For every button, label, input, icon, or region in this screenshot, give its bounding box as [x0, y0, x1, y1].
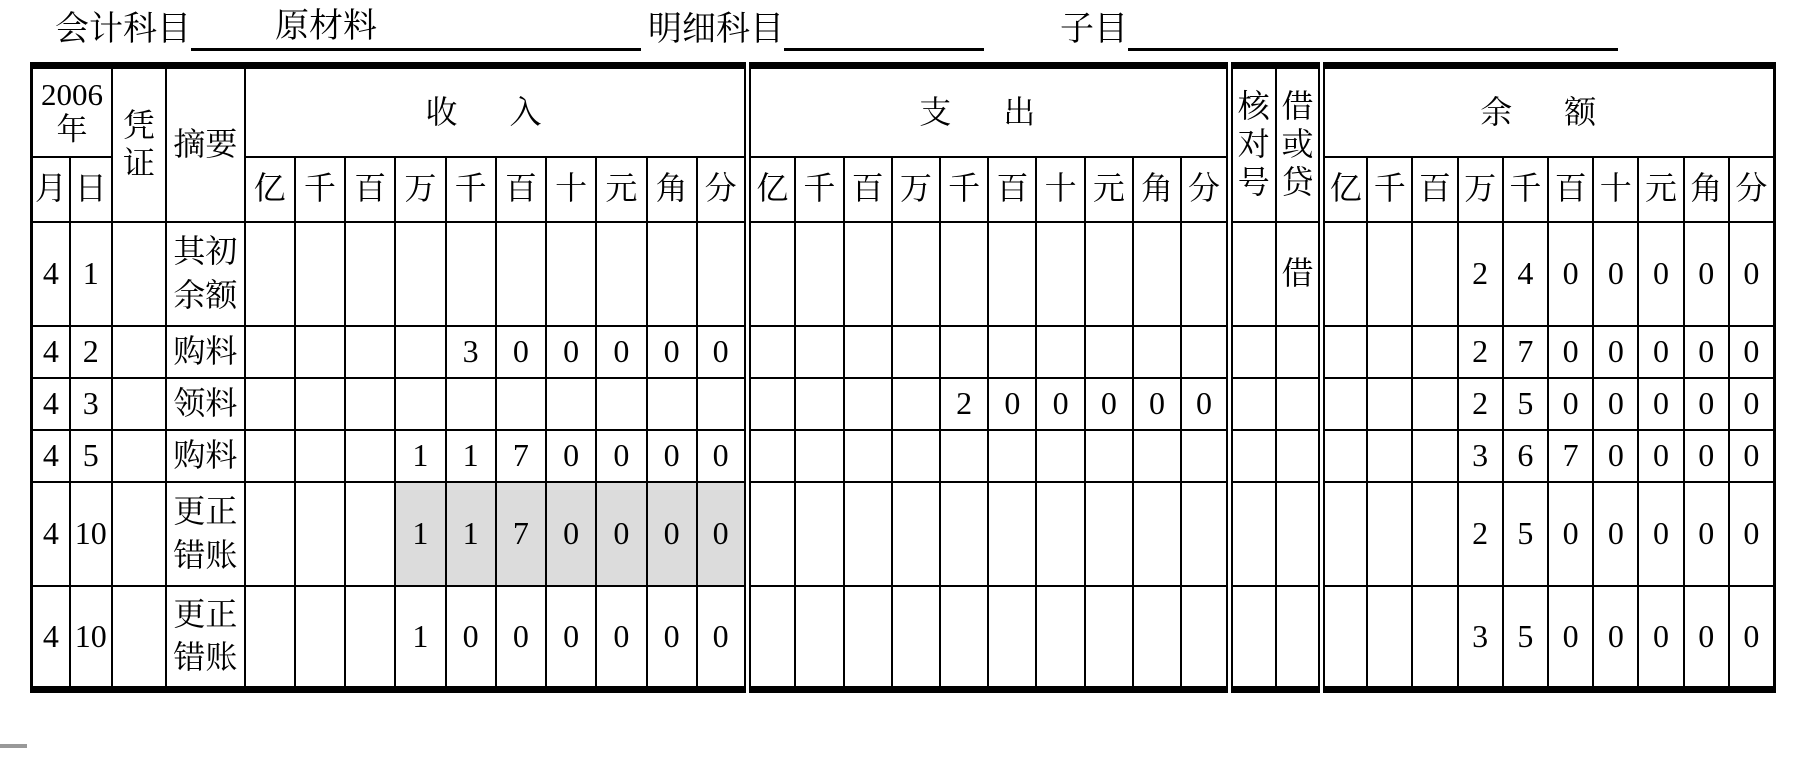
cell-balance-digit: 0	[1548, 586, 1593, 690]
cell-check-mark	[1229, 586, 1275, 690]
year-header	[32, 66, 112, 157]
cell-expense-digit	[844, 326, 892, 378]
cell-expense-digit	[1085, 326, 1133, 378]
cell-income-digit	[647, 222, 697, 326]
year-value: 2006	[40, 76, 103, 112]
cell-day: 10	[70, 586, 112, 690]
cell-income-digit: 0	[546, 326, 596, 378]
cell-balance-digit	[1367, 482, 1412, 586]
cell-summary	[166, 378, 244, 430]
cell-expense-digit	[747, 586, 795, 690]
cell-expense-digit	[892, 378, 940, 430]
cell-balance-digit: 0	[1684, 326, 1729, 378]
cell-balance-digit	[1367, 378, 1412, 430]
cell-income-digit	[245, 482, 295, 586]
cell-balance-digit	[1412, 430, 1457, 482]
cell-expense-digit	[844, 586, 892, 690]
digit-label-balance: 角	[1684, 157, 1729, 222]
cell-expense-digit	[1085, 430, 1133, 482]
cell-income-digit: 1	[395, 482, 445, 586]
cell-voucher	[112, 430, 166, 482]
cell-balance-digit: 2	[1458, 326, 1503, 378]
cell-expense-digit	[940, 586, 988, 690]
cell-income-digit	[295, 222, 345, 326]
cell-expense-digit	[940, 222, 988, 326]
ledger-table	[30, 62, 1776, 693]
cell-summary	[166, 586, 244, 690]
digit-label-balance: 元	[1638, 157, 1683, 222]
cell-summary	[166, 222, 244, 326]
cell-month: 4	[32, 430, 70, 482]
cell-balance-digit	[1367, 586, 1412, 690]
month-header: 月	[32, 157, 70, 222]
cell-expense-digit	[747, 222, 795, 326]
field-account-label: 会计科目	[55, 11, 191, 48]
cell-income-digit: 0	[697, 430, 747, 482]
cell-balance-digit: 7	[1548, 430, 1593, 482]
field-sub-item	[1060, 6, 1618, 51]
cell-income-digit: 0	[546, 482, 596, 586]
header-fields	[0, 6, 1818, 54]
cell-balance-digit	[1322, 586, 1367, 690]
cell-balance-digit: 7	[1503, 326, 1548, 378]
cell-balance-digit: 0	[1729, 586, 1775, 690]
digit-label-expense: 百	[844, 157, 892, 222]
cell-balance-digit: 2	[1458, 482, 1503, 586]
cell-income-digit	[295, 430, 345, 482]
digit-label-income: 万	[395, 157, 445, 222]
cell-expense-digit	[940, 430, 988, 482]
cell-expense-digit	[844, 482, 892, 586]
digit-label-balance: 万	[1458, 157, 1503, 222]
cell-debit-credit	[1276, 326, 1322, 378]
cell-balance-digit	[1412, 222, 1457, 326]
field-account-line	[191, 6, 641, 51]
cell-balance-digit: 0	[1593, 326, 1638, 378]
cell-expense-digit: 2	[940, 378, 988, 430]
digit-label-balance: 百	[1548, 157, 1593, 222]
field-sub-line	[1128, 6, 1618, 51]
cell-income-digit	[345, 586, 395, 690]
cell-expense-digit	[1181, 326, 1229, 378]
cell-balance-digit: 0	[1729, 430, 1775, 482]
cell-income-digit	[245, 430, 295, 482]
summary-line: 更正	[173, 596, 238, 633]
cell-income-digit: 0	[596, 326, 646, 378]
cell-income-digit	[647, 378, 697, 430]
cell-expense-digit	[747, 482, 795, 586]
cell-expense-digit	[940, 326, 988, 378]
cell-income-digit: 0	[647, 586, 697, 690]
field-detail-account	[648, 6, 984, 51]
summary-line: 错账	[173, 536, 238, 573]
cell-voucher	[112, 378, 166, 430]
cell-balance-digit: 0	[1684, 482, 1729, 586]
cell-income-digit	[245, 326, 295, 378]
cell-expense-digit	[1133, 482, 1181, 586]
cell-expense-digit	[795, 378, 843, 430]
cell-summary	[166, 430, 244, 482]
cell-income-digit	[295, 586, 345, 690]
cell-expense-digit	[844, 378, 892, 430]
cell-expense-digit	[1133, 326, 1181, 378]
summary-line: 购料	[173, 436, 238, 473]
cell-balance-digit	[1322, 482, 1367, 586]
cell-expense-digit	[988, 430, 1036, 482]
cell-income-digit	[596, 222, 646, 326]
cell-income-digit	[446, 378, 496, 430]
cell-expense-digit	[988, 326, 1036, 378]
cell-balance-digit: 0	[1684, 378, 1729, 430]
cell-income-digit: 0	[647, 482, 697, 586]
cell-income-digit	[345, 482, 395, 586]
digit-label-income: 亿	[245, 157, 295, 222]
cell-expense-digit	[1181, 586, 1229, 690]
cell-income-digit	[295, 326, 345, 378]
cell-income-digit: 0	[647, 430, 697, 482]
cell-balance-digit: 0	[1548, 326, 1593, 378]
summary-line: 购料	[173, 332, 238, 369]
cell-income-digit	[697, 222, 747, 326]
cell-balance-digit: 2	[1458, 378, 1503, 430]
cell-income-digit	[295, 482, 345, 586]
cell-balance-digit	[1412, 326, 1457, 378]
cell-expense-digit	[747, 326, 795, 378]
cell-expense-digit	[1085, 586, 1133, 690]
cell-income-digit: 0	[697, 326, 747, 378]
cell-expense-digit	[1085, 482, 1133, 586]
cell-balance-digit: 0	[1548, 222, 1593, 326]
cell-check-mark	[1229, 378, 1275, 430]
cell-debit-credit	[1276, 430, 1322, 482]
summary-line: 更正	[173, 493, 238, 530]
cell-expense-digit	[988, 586, 1036, 690]
header-row-groups	[32, 66, 1775, 157]
cell-expense-digit	[1036, 482, 1084, 586]
digit-label-income: 百	[345, 157, 395, 222]
cell-balance-digit: 0	[1684, 222, 1729, 326]
cell-income-digit: 0	[546, 586, 596, 690]
digit-label-balance: 千	[1503, 157, 1548, 222]
debit-credit-header: 借 或 贷	[1276, 66, 1322, 222]
cell-expense-digit	[988, 222, 1036, 326]
cell-expense-digit	[795, 586, 843, 690]
cell-expense-digit	[892, 482, 940, 586]
cell-income-digit: 1	[446, 482, 496, 586]
year-suffix: 年	[56, 112, 88, 148]
digit-label-balance: 亿	[1322, 157, 1367, 222]
cell-expense-digit	[1133, 222, 1181, 326]
cell-expense-digit: 0	[1133, 378, 1181, 430]
cell-income-digit	[496, 222, 546, 326]
cell-income-digit	[596, 378, 646, 430]
digit-label-expense: 元	[1085, 157, 1133, 222]
cell-income-digit: 1	[446, 430, 496, 482]
cell-expense-digit	[1133, 430, 1181, 482]
digit-label-expense: 千	[795, 157, 843, 222]
cell-balance-digit: 0	[1684, 586, 1729, 690]
digit-label-income: 角	[647, 157, 697, 222]
cell-expense-digit	[795, 430, 843, 482]
cell-expense-digit	[892, 222, 940, 326]
cell-balance-digit: 5	[1503, 586, 1548, 690]
digit-label-income: 十	[546, 157, 596, 222]
cell-income-digit: 0	[446, 586, 496, 690]
ledger-row	[32, 378, 1775, 430]
field-detail-line	[784, 6, 984, 51]
cell-income-digit: 1	[395, 430, 445, 482]
summary-line: 余额	[173, 276, 238, 313]
digit-label-balance: 百	[1412, 157, 1457, 222]
voucher-header: 凭 证	[112, 66, 166, 222]
ledger-row	[32, 586, 1775, 690]
cell-expense-digit	[795, 326, 843, 378]
cell-check-mark	[1229, 430, 1275, 482]
digit-label-balance: 分	[1729, 157, 1775, 222]
cell-income-digit: 7	[496, 482, 546, 586]
cell-expense-digit	[795, 482, 843, 586]
summary-header: 摘要	[166, 66, 244, 222]
cell-balance-digit: 0	[1729, 482, 1775, 586]
cell-balance-digit: 0	[1729, 222, 1775, 326]
check-mark-header: 核 对 号	[1229, 66, 1275, 222]
cell-summary	[166, 482, 244, 586]
cell-month: 4	[32, 326, 70, 378]
cell-income-digit	[395, 378, 445, 430]
cell-expense-digit	[1133, 586, 1181, 690]
ledger-row	[32, 482, 1775, 586]
cell-balance-digit	[1322, 222, 1367, 326]
cell-balance-digit: 0	[1638, 482, 1683, 586]
cell-expense-digit	[795, 222, 843, 326]
cell-expense-digit: 0	[1181, 378, 1229, 430]
cell-income-digit	[546, 222, 596, 326]
field-account-value: 原材料	[275, 8, 377, 45]
cell-income-digit	[245, 586, 295, 690]
ledger-row	[32, 326, 1775, 378]
cell-income-digit: 0	[496, 326, 546, 378]
cell-check-mark	[1229, 326, 1275, 378]
field-sub-label: 子目	[1060, 11, 1128, 48]
corner-mark	[0, 744, 27, 748]
cell-balance-digit: 4	[1503, 222, 1548, 326]
cell-balance-digit: 0	[1638, 586, 1683, 690]
cell-balance-digit: 0	[1638, 430, 1683, 482]
cell-expense-digit	[1181, 222, 1229, 326]
cell-balance-digit: 0	[1684, 430, 1729, 482]
balance-group-header: 余 额	[1322, 66, 1775, 157]
cell-expense-digit	[747, 430, 795, 482]
cell-income-digit	[496, 378, 546, 430]
cell-balance-digit: 0	[1638, 222, 1683, 326]
header-row-digits	[32, 157, 1775, 222]
cell-month: 4	[32, 482, 70, 586]
cell-balance-digit	[1412, 378, 1457, 430]
cell-income-digit: 0	[496, 586, 546, 690]
cell-balance-digit: 0	[1729, 378, 1775, 430]
cell-balance-digit: 6	[1503, 430, 1548, 482]
cell-expense-digit	[1181, 430, 1229, 482]
cell-voucher	[112, 482, 166, 586]
cell-balance-digit: 5	[1503, 378, 1548, 430]
cell-expense-digit	[1036, 430, 1084, 482]
digit-label-income: 分	[697, 157, 747, 222]
digit-label-expense: 百	[988, 157, 1036, 222]
cell-day: 2	[70, 326, 112, 378]
cell-income-digit	[345, 222, 395, 326]
cell-balance-digit: 3	[1458, 586, 1503, 690]
cell-balance-digit: 0	[1593, 378, 1638, 430]
cell-income-digit: 7	[496, 430, 546, 482]
digit-label-income: 千	[295, 157, 345, 222]
cell-balance-digit: 0	[1729, 326, 1775, 378]
cell-income-digit	[295, 378, 345, 430]
cell-income-digit: 3	[446, 326, 496, 378]
cell-income-digit	[697, 378, 747, 430]
cell-income-digit	[395, 222, 445, 326]
cell-income-digit	[546, 378, 596, 430]
cell-balance-digit	[1367, 326, 1412, 378]
cell-debit-credit: 借	[1276, 222, 1322, 326]
expense-group-header: 支 出	[747, 66, 1229, 157]
cell-day: 5	[70, 430, 112, 482]
cell-income-digit: 0	[647, 326, 697, 378]
cell-day: 10	[70, 482, 112, 586]
cell-balance-digit: 0	[1593, 430, 1638, 482]
cell-expense-digit: 0	[1036, 378, 1084, 430]
cell-balance-digit: 2	[1458, 222, 1503, 326]
summary-line: 领料	[173, 384, 238, 421]
cell-balance-digit: 0	[1593, 482, 1638, 586]
cell-day: 3	[70, 378, 112, 430]
cell-income-digit	[345, 378, 395, 430]
cell-balance-digit	[1412, 586, 1457, 690]
cell-day: 1	[70, 222, 112, 326]
cell-income-digit: 0	[596, 482, 646, 586]
cell-balance-digit: 0	[1548, 482, 1593, 586]
cell-income-digit	[345, 430, 395, 482]
digit-label-balance: 十	[1593, 157, 1638, 222]
cell-income-digit	[245, 222, 295, 326]
cell-month: 4	[32, 586, 70, 690]
digit-label-income: 百	[496, 157, 546, 222]
digit-label-expense: 分	[1181, 157, 1229, 222]
cell-balance-digit	[1412, 482, 1457, 586]
cell-check-mark	[1229, 482, 1275, 586]
digit-label-expense: 万	[892, 157, 940, 222]
cell-expense-digit	[747, 378, 795, 430]
cell-balance-digit: 0	[1548, 378, 1593, 430]
digit-label-expense: 千	[940, 157, 988, 222]
summary-line: 其初	[173, 233, 238, 270]
ledger-row	[32, 222, 1775, 326]
cell-income-digit: 0	[697, 482, 747, 586]
cell-income-digit: 0	[697, 586, 747, 690]
cell-expense-digit	[1085, 222, 1133, 326]
cell-balance-digit: 0	[1593, 586, 1638, 690]
cell-expense-digit: 0	[1085, 378, 1133, 430]
cell-balance-digit: 0	[1593, 222, 1638, 326]
cell-voucher	[112, 586, 166, 690]
cell-income-digit	[345, 326, 395, 378]
cell-expense-digit	[1036, 586, 1084, 690]
cell-month: 4	[32, 222, 70, 326]
cell-expense-digit	[892, 430, 940, 482]
cell-balance-digit: 3	[1458, 430, 1503, 482]
cell-balance-digit	[1322, 430, 1367, 482]
digit-label-income: 元	[596, 157, 646, 222]
field-account	[55, 6, 641, 51]
field-detail-label: 明细科目	[648, 11, 784, 48]
cell-income-digit	[245, 378, 295, 430]
cell-income-digit	[395, 326, 445, 378]
cell-income-digit: 1	[395, 586, 445, 690]
cell-balance-digit: 0	[1638, 326, 1683, 378]
cell-balance-digit	[1367, 430, 1412, 482]
cell-income-digit: 0	[596, 430, 646, 482]
cell-balance-digit: 5	[1503, 482, 1548, 586]
digit-label-expense: 亿	[747, 157, 795, 222]
income-group-header: 收 入	[245, 66, 748, 157]
cell-expense-digit	[1036, 326, 1084, 378]
cell-balance-digit	[1367, 222, 1412, 326]
cell-balance-digit: 0	[1638, 378, 1683, 430]
cell-debit-credit	[1276, 378, 1322, 430]
cell-income-digit: 0	[596, 586, 646, 690]
digit-label-balance: 千	[1367, 157, 1412, 222]
cell-balance-digit	[1322, 378, 1367, 430]
cell-expense-digit	[892, 586, 940, 690]
cell-debit-credit	[1276, 586, 1322, 690]
cell-check-mark	[1229, 222, 1275, 326]
cell-expense-digit	[1036, 222, 1084, 326]
cell-summary	[166, 326, 244, 378]
ledger-row	[32, 430, 1775, 482]
cell-month: 4	[32, 378, 70, 430]
cell-voucher	[112, 222, 166, 326]
cell-expense-digit	[940, 482, 988, 586]
digit-label-expense: 角	[1133, 157, 1181, 222]
cell-expense-digit	[844, 222, 892, 326]
cell-income-digit	[446, 222, 496, 326]
cell-debit-credit	[1276, 482, 1322, 586]
cell-expense-digit	[988, 482, 1036, 586]
cell-expense-digit	[1181, 482, 1229, 586]
cell-voucher	[112, 326, 166, 378]
cell-expense-digit	[844, 430, 892, 482]
cell-income-digit: 0	[546, 430, 596, 482]
day-header: 日	[70, 157, 112, 222]
digit-label-income: 千	[446, 157, 496, 222]
cell-expense-digit	[892, 326, 940, 378]
summary-line: 错账	[173, 639, 238, 676]
digit-label-expense: 十	[1036, 157, 1084, 222]
cell-expense-digit: 0	[988, 378, 1036, 430]
cell-balance-digit	[1322, 326, 1367, 378]
